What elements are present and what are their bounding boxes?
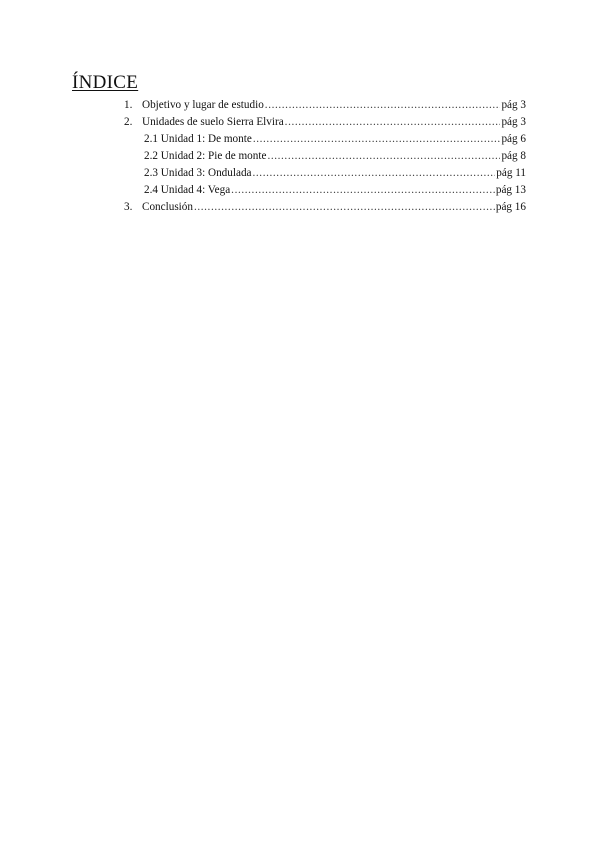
toc-entry-3[interactable]: [124, 199, 526, 216]
toc-entry-2-1[interactable]: [144, 131, 526, 148]
toc-entry-2[interactable]: [124, 114, 526, 131]
dot-leader: [285, 114, 501, 131]
toc-entry-1[interactable]: [124, 97, 526, 114]
dot-leader: [267, 148, 500, 165]
dot-leader: [194, 199, 495, 216]
toc-entry-label: 2.4 Unidad 4: Vega: [144, 184, 231, 196]
toc-entry-page: pág 3: [501, 99, 526, 111]
dot-leader: [265, 97, 501, 114]
dot-leader: [253, 165, 496, 182]
toc-entry-label: 2.1 Unidad 1: De monte: [144, 133, 252, 145]
toc-entry-page: pág 8: [501, 150, 526, 162]
toc-entry-page: pág 13: [495, 184, 526, 196]
toc-entry-page: pág 6: [501, 133, 526, 145]
toc-entry-number: 3.: [124, 201, 133, 213]
toc-entry-label: Objetivo y lugar de estudio: [142, 99, 264, 111]
toc-entry-page: pág 11: [496, 167, 526, 179]
toc-entry-label: Unidades de suelo Sierra Elvira: [142, 116, 284, 128]
dot-leader: [231, 182, 495, 199]
toc-entry-2-4[interactable]: [144, 182, 526, 199]
toc-entry-page: pág 16: [495, 201, 526, 213]
toc-entry-page: pág 3: [501, 116, 526, 128]
toc-entry-label: 2.2 Unidad 2: Pie de monte: [144, 150, 267, 162]
toc-title: ÍNDICE: [72, 72, 139, 93]
toc-entry-label: Conclusión: [142, 201, 193, 213]
toc-entry-number: 2.: [124, 116, 133, 128]
toc-entry-label: 2.3 Unidad 3: Ondulada: [144, 167, 252, 179]
dot-leader: [253, 131, 501, 148]
toc-entry-2-3[interactable]: [144, 165, 526, 182]
toc-entry-2-2[interactable]: [144, 148, 526, 165]
toc-entry-number: 1.: [124, 99, 133, 111]
